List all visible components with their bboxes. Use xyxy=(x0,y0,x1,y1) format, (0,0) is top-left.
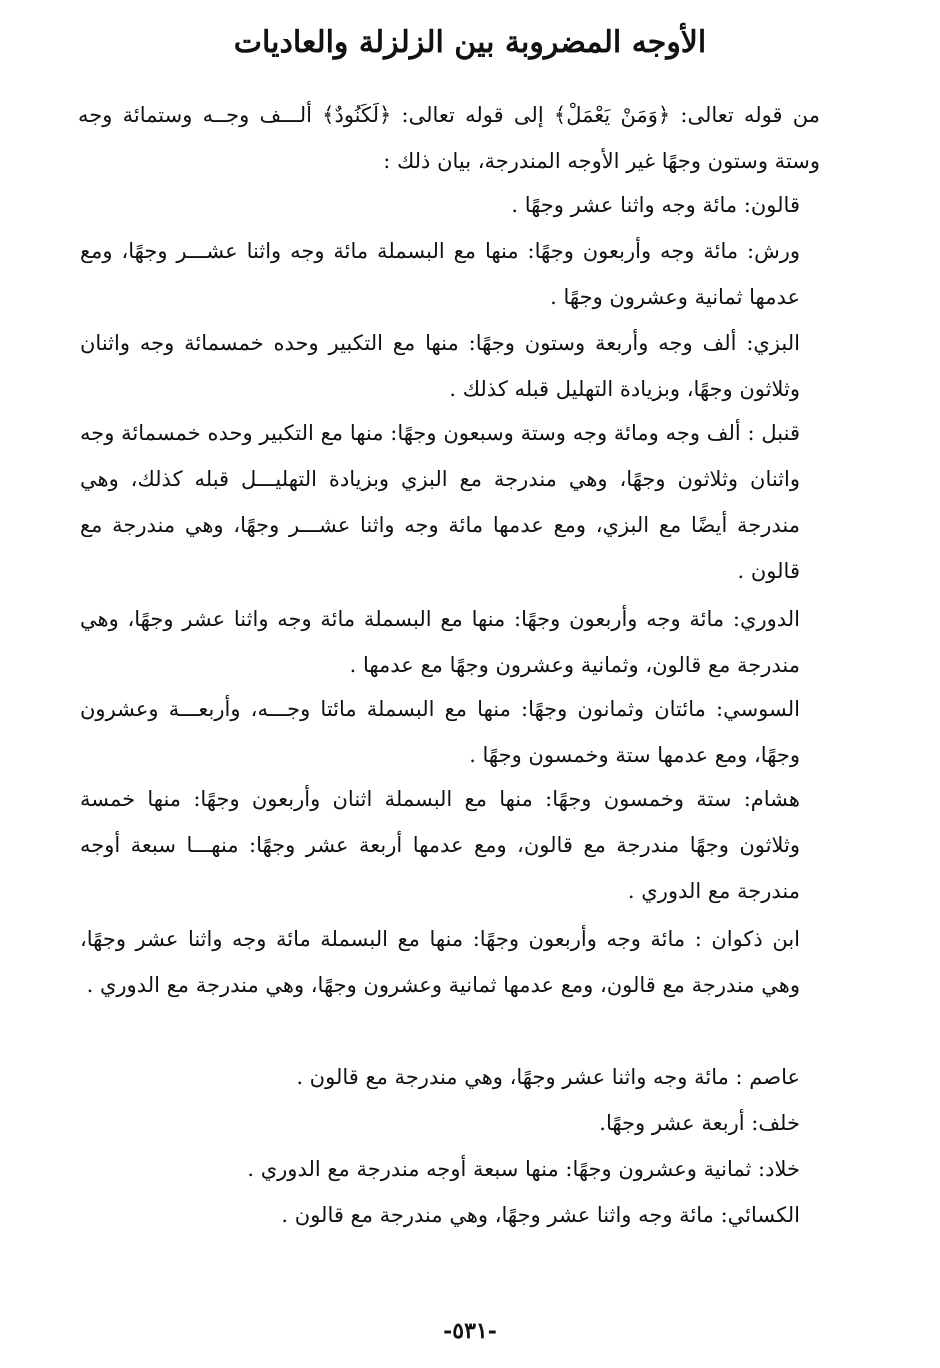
line-khalaf: خلف: أربعة عشر وجهًا. xyxy=(599,1111,800,1135)
paragraph-susi: السوسي: مائتان وثمانون وجهًا: منها مع البسملة مائتا وجـــه، وأربعـــة وعشرون وجهًا، ومع عدمها ستة وخمسون وجهًا . xyxy=(80,697,800,767)
paragraph-hisham: هشام: ستة وخمسون وجهًا: منها مع البسملة اثنان وأربعون وجهًا: منها خمسة وثلاثون وجهًا مندرجة مع قالون، ومع عدمها أربعة عشر وجهًا: منهـــا سبعة أوجه مندرجة مع الدوري . xyxy=(80,787,800,903)
line-asim: عاصم : مائة وجه واثنا عشر وجهًا، وهي مندرجة مع قالون . xyxy=(296,1065,800,1089)
line-kisai: الكسائي: مائة وجه واثنا عشر وجهًا، وهي مندرجة مع قالون . xyxy=(281,1203,800,1227)
paragraph-ibn-dhakwan: ابن ذكوان : مائة وجه وأربعون وجهًا: منها مع البسملة مائة وجه واثنا عشر وجهًا، وهي مندرجة مع قالون، ومع عدمها ثمانية وعشرون وجهًا، وهي مندرجة مع الدوري . xyxy=(80,927,800,997)
line-khallad: خلاد: ثمانية وعشرون وجهًا: منها سبعة أوجه مندرجة مع الدوري . xyxy=(247,1157,800,1181)
paragraph-duri: الدوري: مائة وجه وأربعون وجهًا: منها مع البسملة مائة وجه واثنا عشر وجهًا، وهي مندرجة مع قالون، وثمانية وعشرون وجهًا مع عدمها . xyxy=(80,607,800,677)
page-title: الأوجه المضروبة بين الزلزلة والعاديات xyxy=(233,25,707,60)
paragraph-qalun: قالون: مائة وجه واثنا عشر وجهًا . xyxy=(511,193,800,217)
paragraph-qunbul: قنبل : ألف وجه ومائة وجه وستة وسبعون وجهًا: منها مع التكبير وحده خمسمائة وجه واثنان وثلاثون وجهًا، وهي مندرجة مع البزي وبزيادة التهليـــل قبله كذلك، وهي مندرجة أيضًا مع البزي، ومع عدمها مائة وجه واثنا عشـــر وجهًا، وهي مندرجة مع قالون . xyxy=(80,421,800,583)
paragraph-warsh: ورش: مائة وجه وأربعون وجهًا: منها مع البسملة مائة وجه واثنا عشـــر وجهًا، ومع عدمها ثمانية وعشرون وجهًا . xyxy=(80,239,800,309)
paragraph-bazzi: البزي: ألف وجه وأربعة وستون وجهًا: منها مع التكبير وحده خمسمائة وجه واثنان وثلاثون وجهًا، وبزيادة التهليل قبله كذلك . xyxy=(80,331,800,401)
intro-paragraph: من قوله تعالى: ﴿وَمَنْ يَعْمَلْ﴾ إلى قوله تعالى: ﴿لَكَنُودٌ﴾ ألـــف وجــه وستمائة وجه وستة وستون وجهًا غير الأوجه المندرجة، بيان ذلك : xyxy=(78,103,820,173)
page-number: -٥٣١- xyxy=(443,1318,497,1344)
